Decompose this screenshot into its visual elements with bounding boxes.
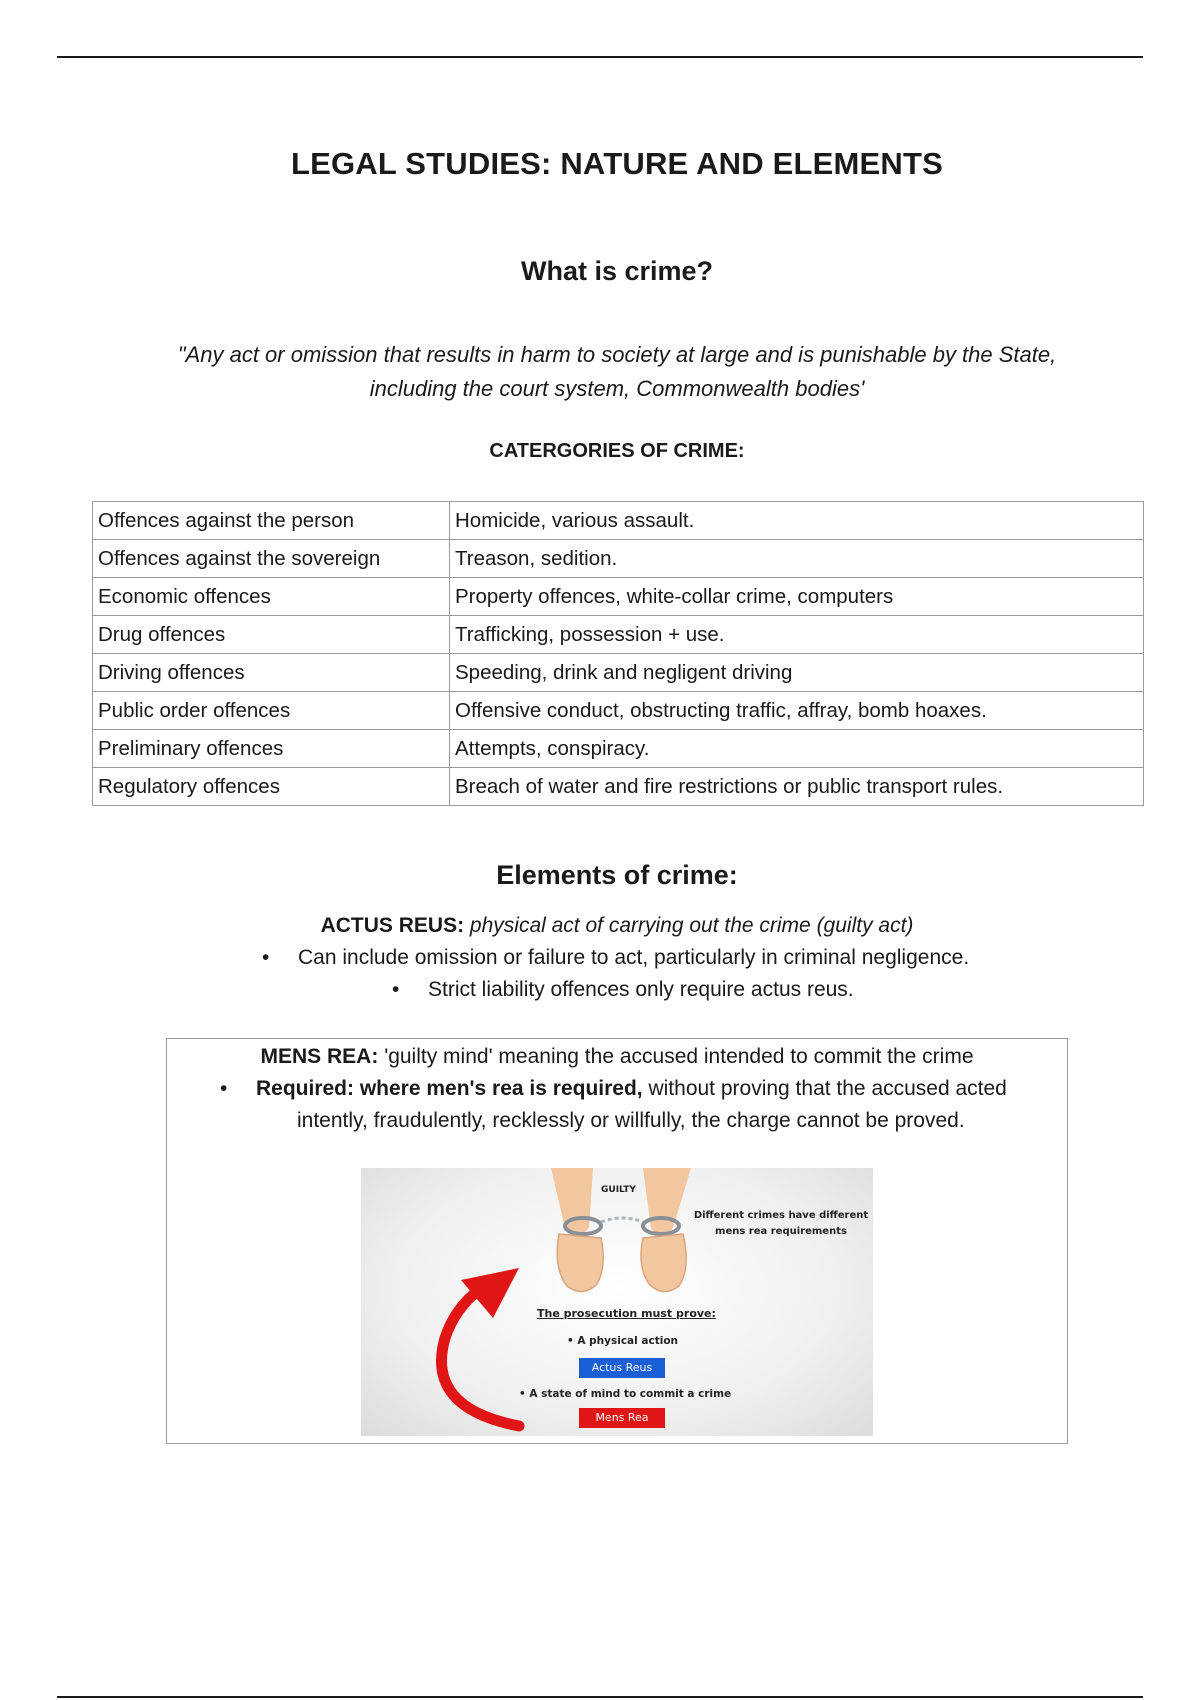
mens-rea-definition (0, 1045, 1200, 1069)
mens-rea-note: Different crimes have different mens rea requirements (693, 1210, 869, 1237)
crime-definition-quote: "Any act or omission that results in harm to society at large and is punishable by the State, including the court system, Commonwealth bodies' (177, 342, 1057, 401)
table-row (93, 578, 1144, 616)
category-examples: Trafficking, possession + use. (450, 616, 1144, 654)
state-of-mind-item: • A state of mind to commit a crime (519, 1388, 732, 1400)
category-examples: Attempts, conspiracy. (450, 730, 1144, 768)
table-row (93, 768, 1144, 806)
category-name: Drug offences (93, 616, 450, 654)
bullet-text (256, 1077, 1007, 1101)
category-examples: Treason, sedition. (450, 540, 1144, 578)
category-name: Offences against the sovereign (93, 540, 450, 578)
bullet-icon: • (262, 946, 270, 969)
mens-rea-text: 'guilty mind' meaning the accused intended to commit the crime (384, 1045, 974, 1068)
section-heading-elements-of-crime: Elements of crime: (496, 860, 738, 890)
table-row (93, 654, 1144, 692)
category-name: Offences against the person (93, 502, 450, 540)
bullet-text: Can include omission or failure to act, particularly in criminal negligence. (298, 946, 970, 969)
right-forearm-icon (643, 1168, 691, 1240)
right-fist-icon (641, 1234, 686, 1292)
table-row (93, 730, 1144, 768)
document-title: LEGAL STUDIES: NATURE AND ELEMENTS (290, 146, 944, 181)
category-examples: Speeding, drink and negligent driving (450, 654, 1144, 692)
bullet-icon: • (220, 1077, 228, 1100)
category-name: Regulatory offences (93, 768, 450, 806)
table-row (93, 616, 1144, 654)
bullet-continuation: intently, fraudulently, recklessly or willfully, the charge cannot be proved. (297, 1109, 965, 1132)
physical-action-item: • A physical action (567, 1335, 679, 1347)
categories-heading: CATERGORIES OF CRIME: (489, 440, 745, 462)
table-row (93, 502, 1144, 540)
actus-reus-text: physical act of carrying out the crime (guilty act) (469, 914, 914, 937)
guilty-label: GUILTY (601, 1185, 636, 1195)
section-heading-what-is-crime: What is crime? (520, 256, 714, 286)
bullet-rest-text: without proving that the accused acted (648, 1077, 1007, 1100)
category-name: Economic offences (93, 578, 450, 616)
bullet-icon: • (392, 978, 400, 1001)
category-examples: Homicide, various assault. (450, 502, 1144, 540)
cuff-chain-icon (601, 1218, 643, 1222)
list-item (220, 1077, 1007, 1101)
actus-reus-definition (0, 914, 1200, 938)
bullet-bold-text: Required: where men's rea is required, (256, 1077, 643, 1100)
categories-table (92, 501, 1144, 806)
crime-elements-illustration (361, 1168, 873, 1436)
table-row (93, 540, 1144, 578)
mens-rea-label: MENS REA: (260, 1045, 379, 1068)
bullet-text: Strict liability offences only require actus reus. (428, 978, 854, 1001)
mens-rea-badge: Mens Rea (579, 1408, 665, 1428)
category-name: Preliminary offences (93, 730, 450, 768)
red-arrow-icon (441, 1290, 519, 1426)
top-rule (57, 56, 1143, 58)
left-forearm-icon (551, 1168, 593, 1240)
category-name: Public order offences (93, 692, 450, 730)
actus-reus-label: ACTUS REUS: (320, 914, 465, 937)
category-examples: Breach of water and fire restrictions or public transport rules. (450, 768, 1144, 806)
table-row (93, 692, 1144, 730)
prosecution-heading: The prosecution must prove: (537, 1307, 716, 1320)
actus-reus-badge: Actus Reus (579, 1358, 665, 1378)
bottom-rule (57, 1696, 1143, 1698)
left-fist-icon (557, 1234, 603, 1292)
category-name: Driving offences (93, 654, 450, 692)
category-examples: Offensive conduct, obstructing traffic, affray, bomb hoaxes. (450, 692, 1144, 730)
category-examples: Property offences, white-collar crime, computers (450, 578, 1144, 616)
